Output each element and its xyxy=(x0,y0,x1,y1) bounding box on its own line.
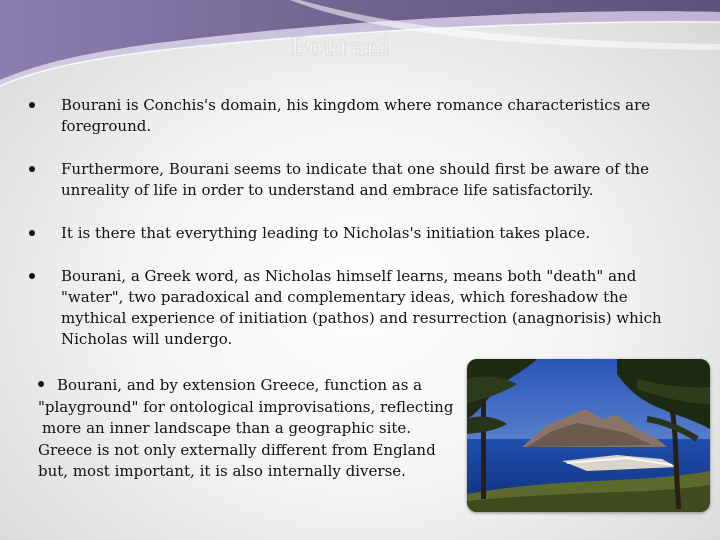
bullet-text: Furthermore, Bourani seems to indicate that one should first be aware of the unreality of life in order to understand and embrace life satisfactorily. xyxy=(61,160,650,199)
bullet-item xyxy=(26,223,676,244)
bullet-dot-icon xyxy=(29,273,35,279)
bullet-item xyxy=(26,266,676,350)
last-bullet-line: "playground" for ontological improvisations, reflecting xyxy=(38,397,454,416)
last-bullet-item xyxy=(38,375,468,483)
bullet-item xyxy=(26,95,676,137)
bullet-dot-icon xyxy=(29,166,35,172)
slide-title: Bourani xyxy=(290,33,390,61)
last-bullet-line-text: Bourani, and by extension Greece, function as a xyxy=(57,376,423,394)
bullet-dot-icon xyxy=(29,102,35,108)
coastal-landscape-image xyxy=(467,359,710,512)
bullet-dot-icon xyxy=(29,230,35,236)
bullet-item xyxy=(26,159,676,201)
bullet-text: Bourani is Conchis's domain, his kingdom where romance characteristics are foreground. xyxy=(61,96,651,135)
last-bullet-line: but, most important, it is also internally diverse. xyxy=(38,462,406,480)
last-bullet-line xyxy=(38,375,468,397)
bullet-text: It is there that everything leading to Nicholas's initiation takes place. xyxy=(61,224,591,242)
last-bullet-line: more an inner landscape than a geographic site. xyxy=(42,419,412,437)
greek-coast-photo xyxy=(467,359,710,512)
bullet-list xyxy=(26,95,676,372)
last-bullet-line: Greece is not only externally different from England xyxy=(38,440,436,459)
bullet-dot-icon xyxy=(38,381,44,387)
bullet-text: Bourani, a Greek word, as Nicholas himself learns, means both "death" and "water", two paradoxical and complementary ideas, which foreshadow the mythical experience of initiation (pathos) and resurrection (anagnorisis) which Nicholas will undergo. xyxy=(61,267,662,348)
